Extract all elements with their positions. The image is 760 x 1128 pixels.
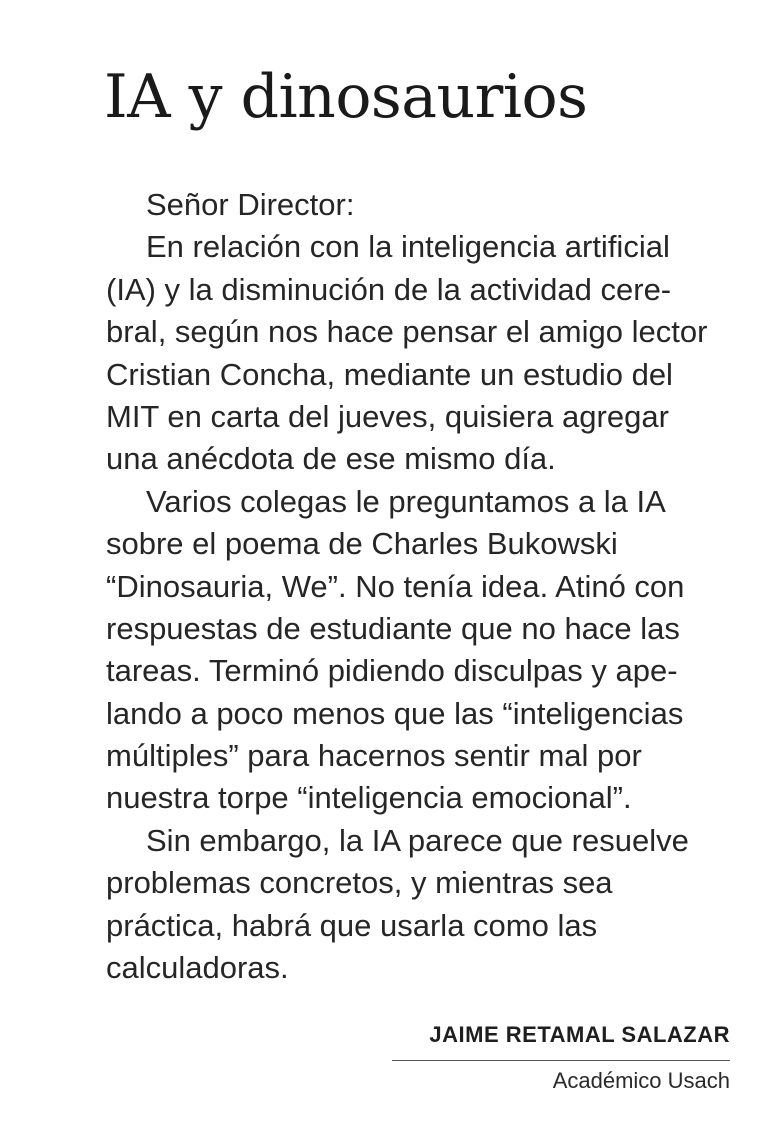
body-line: práctica, habrá que usarla como las [106, 907, 598, 943]
letter-body [106, 184, 736, 989]
body-line: Varios colegas le preguntamos a la IA [146, 483, 666, 519]
body-line: “Dinosauria, We”. No tenía idea. Atinó con [106, 568, 685, 604]
body-line: bral, según nos hace pensar el amigo lector [106, 314, 708, 350]
body-line: calculadoras. [106, 950, 289, 986]
body-line: lando a poco menos que las “inteligencias [106, 695, 684, 731]
body-line: sobre el poema de Charles Bukowski [106, 526, 618, 562]
author-name: JAIME RETAMAL SALAZAR [429, 1022, 730, 1047]
body-line: múltiples” para hacernos sentir mal por [106, 738, 642, 774]
signature-divider [392, 1060, 730, 1061]
body-line: nuestra torpe “inteligencia emocional”. [106, 780, 632, 816]
body-line: MIT en carta del jueves, quisiera agregar [106, 398, 669, 434]
body-line: (IA) y la disminución de la actividad cere- [106, 271, 672, 307]
body-line: una anécdota de ese mismo día. [106, 441, 556, 477]
author-role: Académico Usach [552, 1068, 730, 1093]
body-line: respuestas de estudiante que no hace las [106, 610, 680, 646]
body-line: problemas concretos, y mientras sea [106, 865, 613, 901]
body-line: tareas. Terminó pidiendo disculpas y ape- [106, 653, 678, 689]
body-line: Señor Director: [146, 187, 355, 222]
article-title: IA y dinosaurios [104, 62, 588, 132]
body-line: Cristian Concha, mediante un estudio del [106, 356, 673, 392]
body-line: En relación con la inteligencia artificial [146, 229, 670, 265]
body-line: Sin embargo, la IA parece que resuelve [146, 822, 689, 858]
